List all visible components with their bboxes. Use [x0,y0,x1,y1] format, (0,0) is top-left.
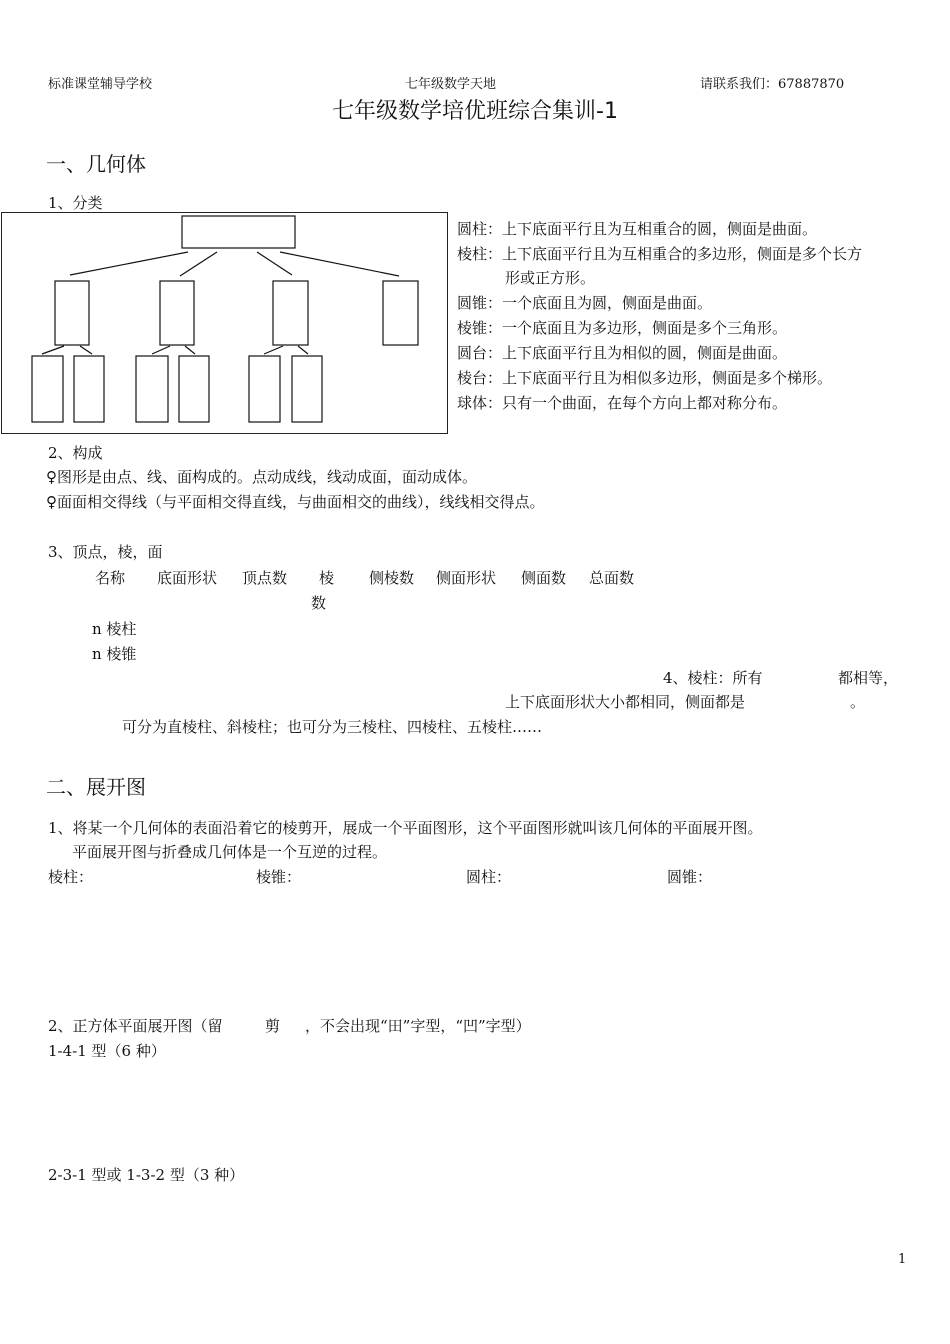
definition-frustum-cone: 圆台：上下底面平行且为相似的圆，侧面是曲面。 [457,344,788,362]
vef-row-prism: n 棱柱 [92,620,137,638]
definition-cone: 圆锥：一个底面且为圆，侧面是曲面。 [457,294,713,312]
header-subject: 七年级数学天地 [405,77,497,92]
cube-net-line-a: 2、正方体平面展开图（留 [48,1017,223,1035]
female-sign-icon: ♀ [46,493,57,511]
classification-diagram [1,212,448,434]
cube-net-type-1: 1-4-1 型（6 种） [48,1042,166,1060]
prism-note-1b: 都相等， [838,669,899,687]
prism-note-3: 可分为直棱柱、斜棱柱；也可分为三棱柱、四棱柱、五棱柱…… [122,718,543,736]
cube-net-line-b: 剪 [265,1017,281,1035]
nets-paragraph-1: 1、将某一个几何体的表面沿着它的棱剪开，展成一个平面图形，这个平面图形就叫该几何体的平面展开图。 [48,819,763,837]
level2-box-3 [273,281,308,345]
cube-net-line-c: ，不会出现“田”字型，“凹”字型） [305,1017,531,1035]
compose-line-2: ♀面面相交得线（与平面相交得直线，与曲面相交的曲线），线线相交得点。 [46,493,545,511]
compose-label: 2、构成 [48,444,103,462]
classification-tree [2,213,449,435]
header-school: 标准课堂辅导学校 [48,77,153,92]
net-label-cylinder: 圆柱： [466,868,512,886]
level3-box-4 [179,356,209,422]
vef-row-pyramid: n 棱锥 [92,645,137,663]
level3-box-1 [32,356,63,422]
definition-cylinder: 圆柱：上下底面平行且为互相重合的圆，侧面是曲面。 [457,220,818,238]
female-sign-icon: ♀ [46,468,57,486]
vef-col-name: 名称 [95,569,126,587]
prism-note-2a: 上下底面形状大小都相同，侧面都是 [505,693,746,711]
definition-pyramid: 棱锥：一个底面且为多边形，侧面是多个三角形。 [457,319,788,337]
level2-box-4 [383,281,418,345]
net-label-prism: 棱柱： [48,868,94,886]
prism-note-2b: 。 [850,693,866,711]
vef-col-edges-wrap: 数 [311,594,327,612]
net-label-cone: 圆锥： [667,868,713,886]
level2-box-1 [55,281,89,345]
section-heading-solids: 一、几何体 [46,152,146,176]
vef-col-vertices: 顶点数 [242,569,288,587]
vef-col-lateral-shape: 侧面形状 [436,569,497,587]
root-box [182,216,295,248]
cube-net-type-2: 2-3-1 型或 1-3-2 型（3 种） [48,1166,245,1184]
vef-col-lateral-faces: 侧面数 [521,569,567,587]
compose-line-1: ♀图形是由点、线、面构成的。点动成线，线动成面，面动成体。 [46,468,477,486]
vef-col-edges: 棱 [319,569,335,587]
page-number: 1 [898,1252,907,1267]
level3-box-3 [136,356,168,422]
vef-label: 3、顶点，棱，面 [48,543,163,561]
vef-col-total-faces: 总面数 [589,569,635,587]
level2-box-2 [160,281,194,345]
level3-box-2 [74,356,104,422]
vef-col-base-shape: 底面形状 [157,569,218,587]
definition-prism: 棱柱：上下底面平行且为互相重合的多边形，侧面是多个长方 [457,245,863,263]
vef-col-lateral-edges: 侧棱数 [369,569,415,587]
net-label-pyramid: 棱锥： [256,868,302,886]
level3-box-5 [249,356,280,422]
nets-paragraph-2: 平面展开图与折叠成几何体是一个互逆的过程。 [72,843,388,861]
page-title: 七年级数学培优班综合集训-1 [332,99,618,124]
definition-frustum-pyramid: 棱台：上下底面平行且为相似多边形，侧面是多个梯形。 [457,369,833,387]
classify-label: 1、分类 [48,194,103,212]
definition-sphere: 球体：只有一个曲面，在每个方向上都对称分布。 [457,394,788,412]
prism-note-1a: 4、棱柱：所有 [663,669,763,687]
definition-prism-cont: 形或正方形。 [505,269,596,287]
level3-box-6 [292,356,322,422]
section-heading-nets: 二、展开图 [46,775,146,799]
header-contact: 请联系我们：67887870 [700,77,845,92]
